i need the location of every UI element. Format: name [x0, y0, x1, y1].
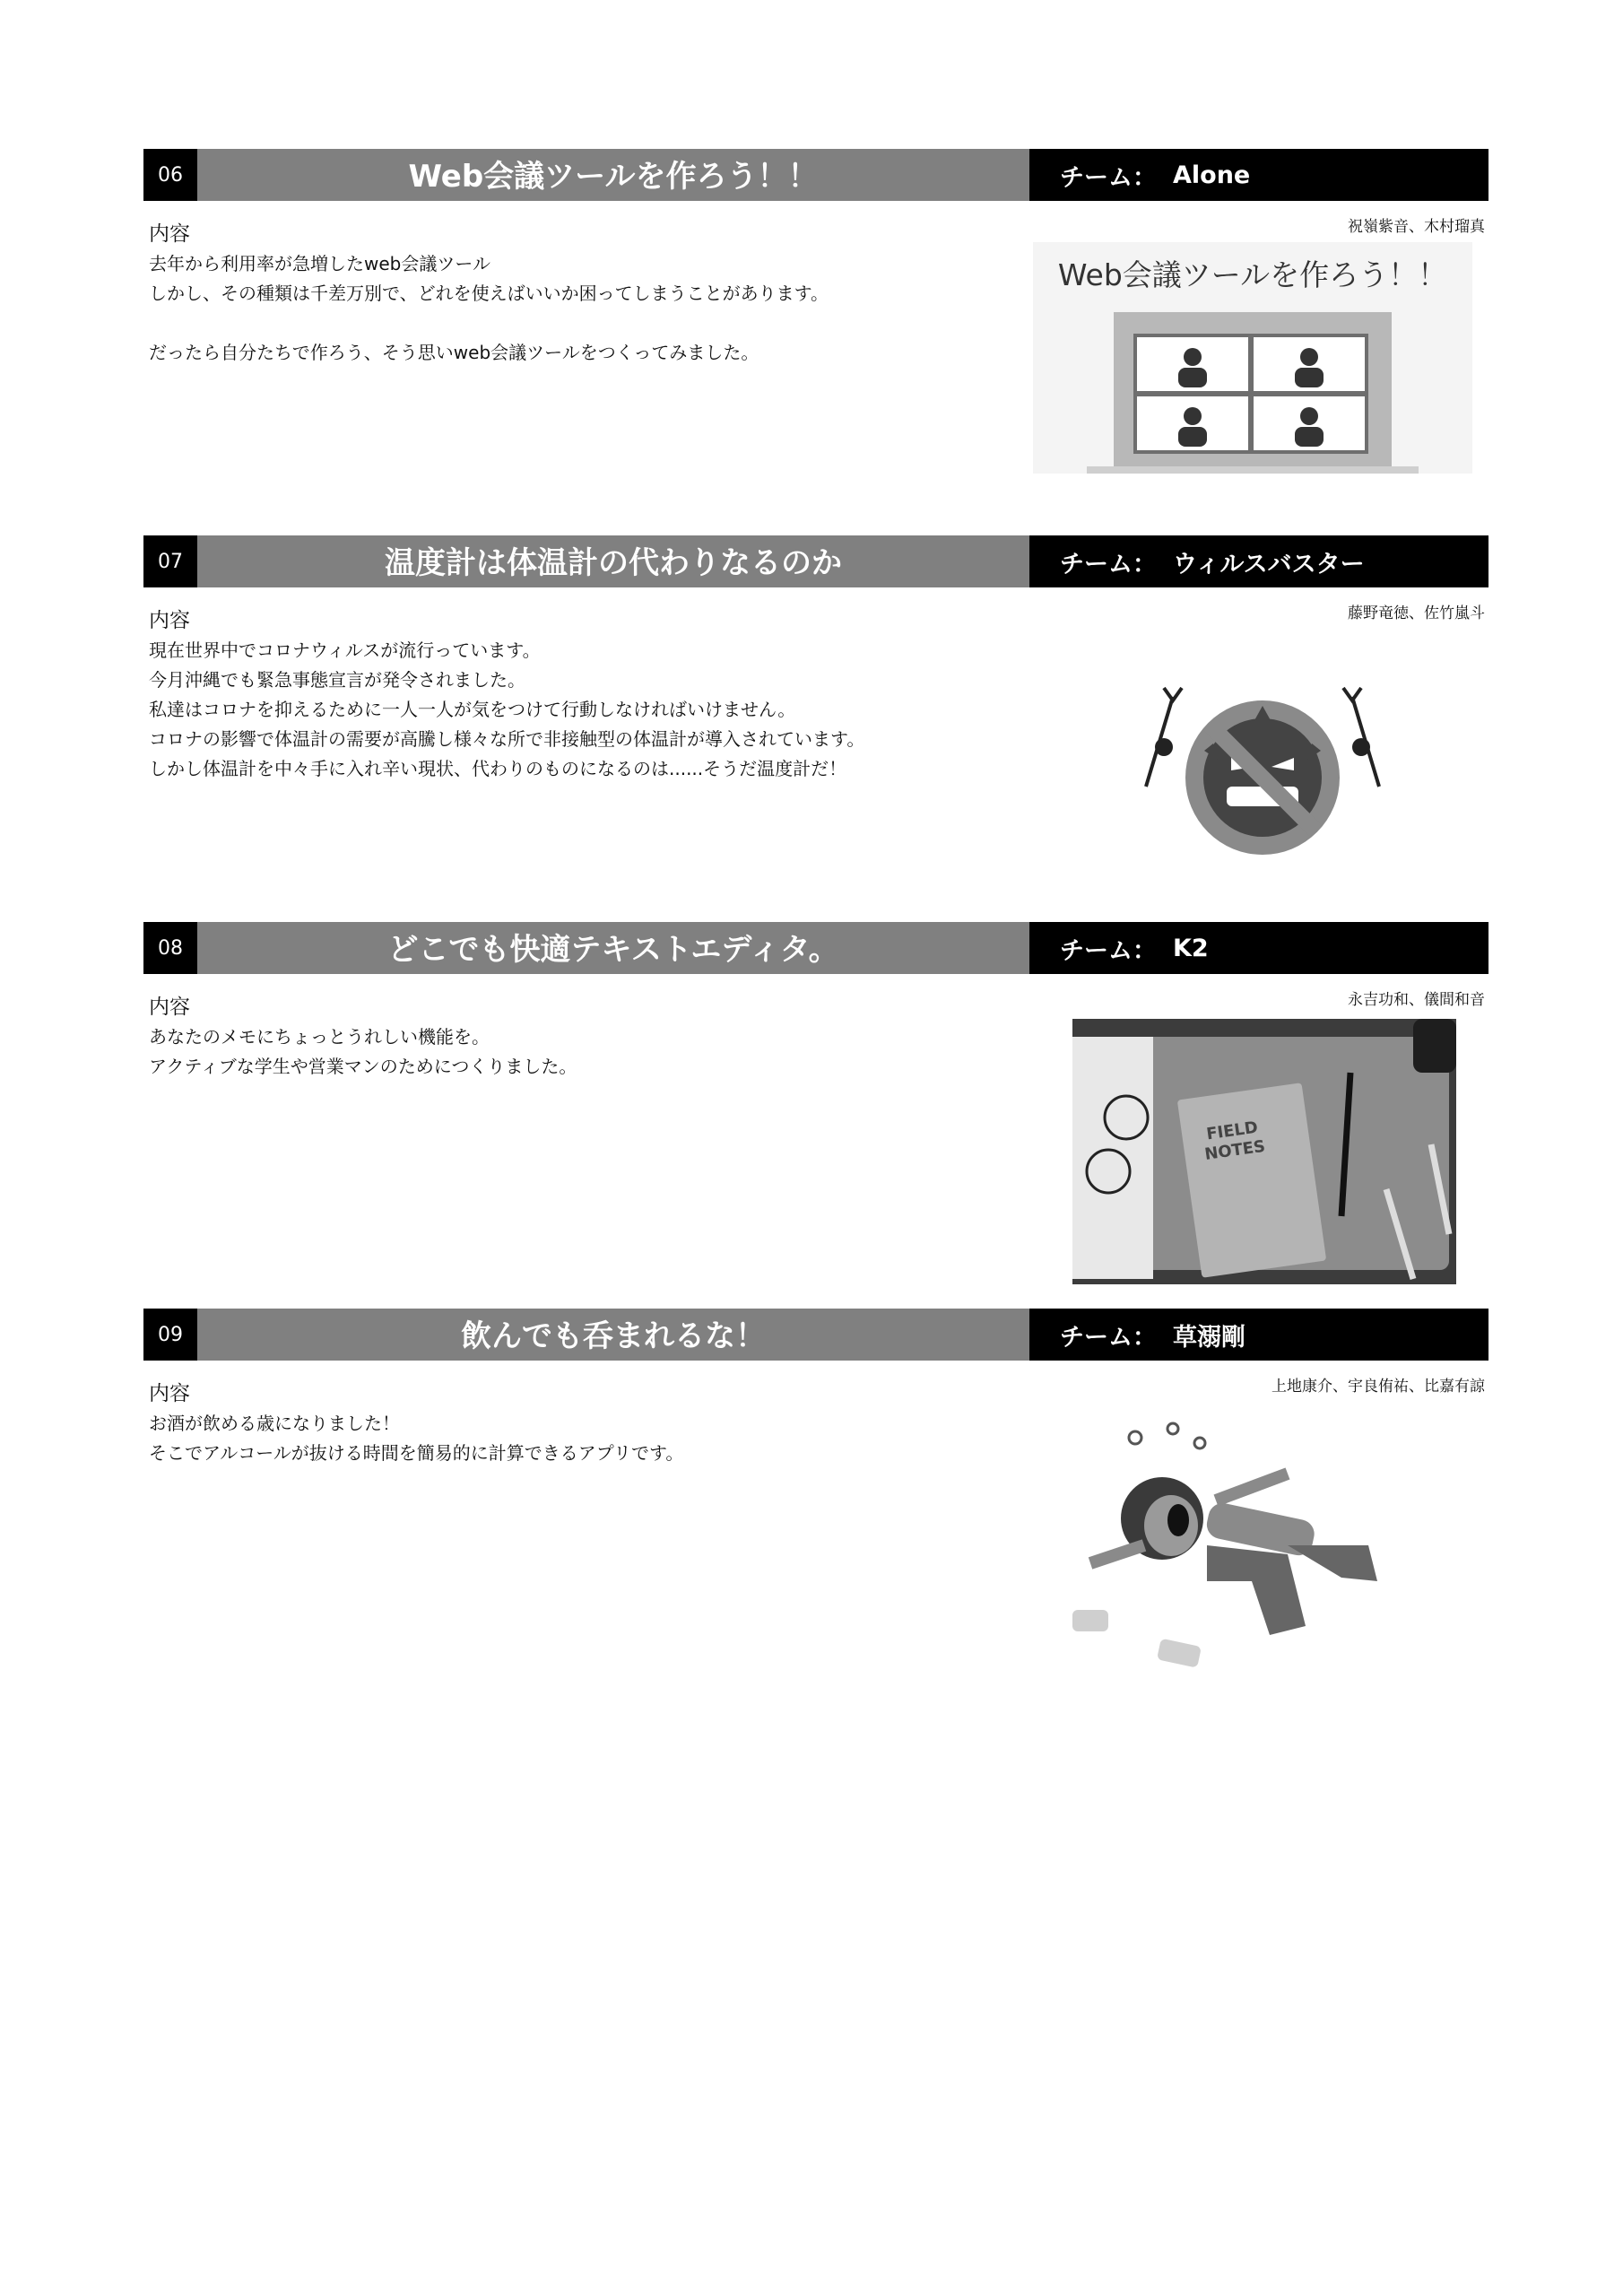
content-label: 内容 [149, 609, 190, 632]
content-line: あなたのメモにちょっとうれしい機能を。 [149, 1026, 490, 1048]
team-box [1029, 922, 1488, 974]
content-line: そこでアルコールが抜ける時間を簡易的に計算できるアプリです。 [149, 1442, 684, 1464]
team-name: K2 [1173, 934, 1209, 962]
team-members: 祝嶺紫音、木村瑠真 [1348, 218, 1485, 236]
content-line [149, 309, 1010, 338]
project-title: 飲んでも呑まれるな！ [197, 1309, 1029, 1361]
virus-prohibited-illustration [1128, 670, 1397, 858]
notebook-title-line1: FIELD [1205, 1118, 1260, 1144]
team-name: ウィルスバスター [1173, 550, 1365, 578]
content-line: 今月沖縄でも緊急事態宣言が発令されました。 [149, 669, 525, 691]
project-content [149, 605, 1010, 784]
team-box [1029, 149, 1488, 201]
content-line: 現在世界中でコロナウィルスが流行っています。 [149, 639, 541, 661]
project-header [143, 922, 1488, 974]
content-line: だったら自分たちで作ろう、そう思いweb会議ツールをつくってみました。 [149, 342, 759, 363]
team-label: チーム： [1060, 163, 1157, 192]
project-number: 09 [143, 1309, 197, 1361]
project-header [143, 1309, 1488, 1361]
content-line: しかし体温計を中々手に入れ辛い現状、代わりのものになるのは......そうだ温度計だ！ [149, 758, 847, 779]
project-content [149, 219, 1010, 368]
team-name: 草溺剛 [1173, 1323, 1245, 1352]
project-title: 温度計は体温計の代わりなるのか [197, 535, 1029, 587]
content-label: 内容 [149, 1382, 190, 1405]
content-line: お酒が飲める歳になりました！ [149, 1413, 400, 1434]
content-line: 去年から利用率が急増したweb会議ツール [149, 253, 490, 274]
content-line: アクティブな学生や営業マンのためにつくりました。 [149, 1056, 577, 1077]
project-section-08 [143, 922, 1488, 1164]
project-number: 07 [143, 535, 197, 587]
field-notes-photo [1072, 1019, 1456, 1284]
team-members: 上地康介、宇良侑祐、比嘉有諒 [1271, 1378, 1485, 1396]
project-number: 08 [143, 922, 197, 974]
content-line: しかし、その種類は千差万別で、どれを使えばいいか困ってしまうことがあります。 [149, 283, 829, 304]
project-title: どこでも快適テキストエディタ。 [197, 922, 1029, 974]
project-section-07 [143, 535, 1488, 779]
team-box [1029, 1309, 1488, 1361]
project-title: Web会議ツールを作ろう！！ [197, 149, 1029, 201]
project-content [149, 992, 1010, 1082]
drunk-person-illustration [1072, 1420, 1413, 1671]
content-label: 内容 [149, 222, 190, 246]
team-members: 永吉功和、儀間和音 [1348, 991, 1485, 1009]
web-meeting-illustration [1033, 242, 1472, 474]
notebook-title-line2: NOTES [1203, 1136, 1267, 1164]
project-section-09 [143, 1309, 1488, 1464]
team-label: チーム： [1060, 550, 1157, 578]
team-members: 藤野竜徳、佐竹嵐斗 [1348, 604, 1485, 622]
illustration-caption: Web会議ツールを作ろう！！ [1057, 257, 1448, 292]
project-number: 06 [143, 149, 197, 201]
content-line: 私達はコロナを抑えるために一人一人が気をつけて行動しなければいけません。 [149, 699, 796, 720]
project-content [149, 1378, 1010, 1468]
team-name: Alone [1173, 161, 1251, 189]
team-label: チーム： [1060, 1323, 1157, 1352]
project-section-06 [143, 149, 1488, 363]
team-box [1029, 535, 1488, 587]
content-line: コロナの影響で体温計の需要が高騰し様々な所で非接触型の体温計が導入されています。 [149, 728, 865, 750]
team-label: チーム： [1060, 936, 1157, 965]
project-header [143, 535, 1488, 587]
project-header [143, 149, 1488, 201]
content-label: 内容 [149, 996, 190, 1019]
